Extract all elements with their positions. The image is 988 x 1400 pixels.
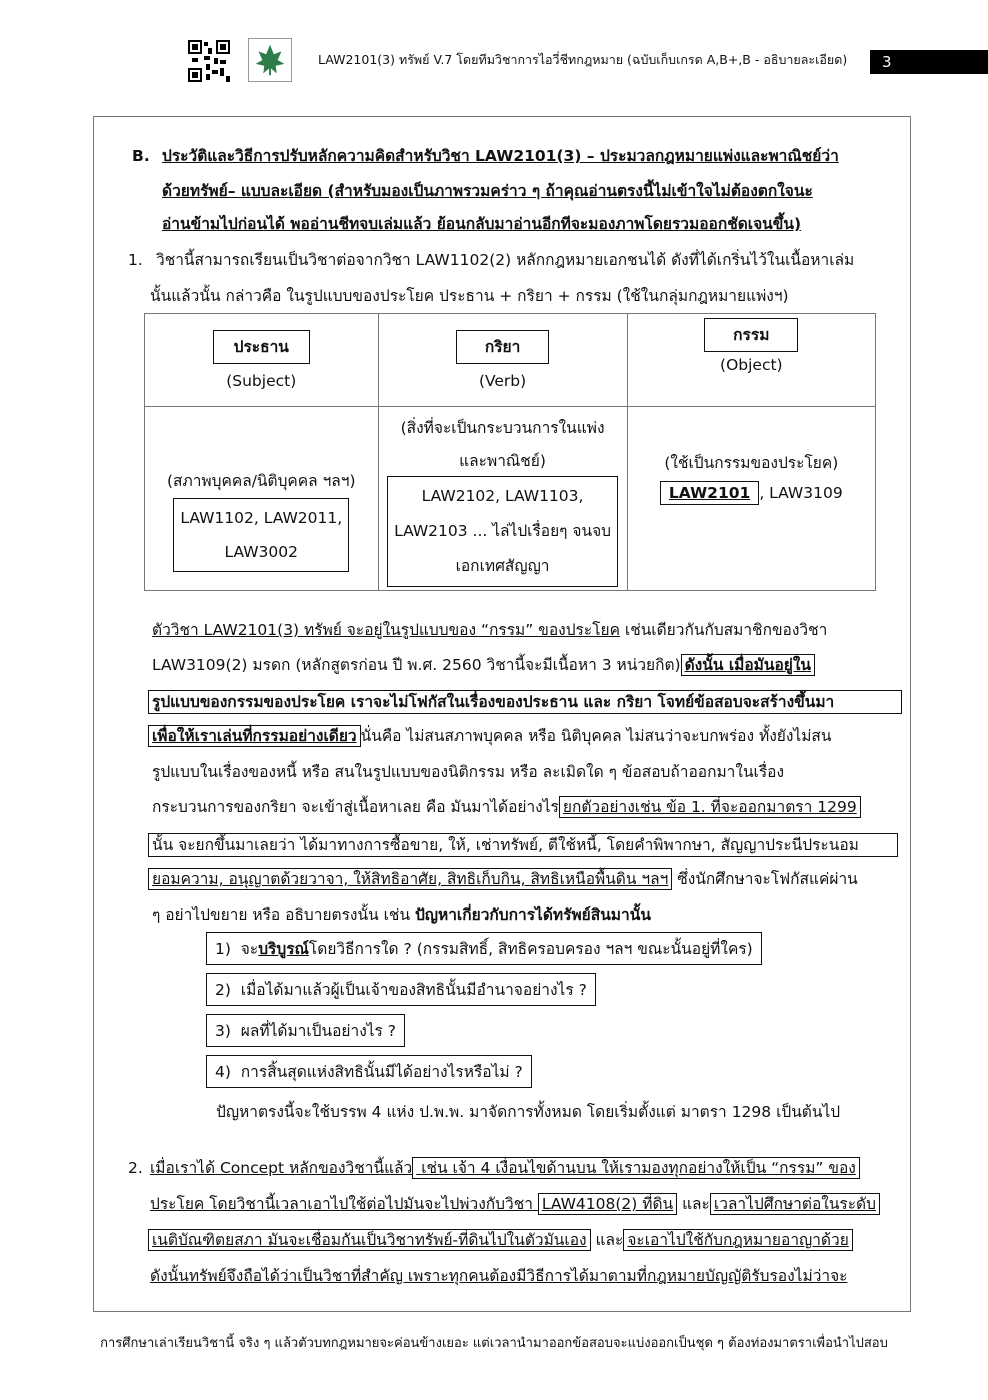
leaf-logo-icon: [248, 38, 292, 82]
verb-desc-1: (สิ่งที่จะเป็นกระบวนการในแพ่ง: [400, 419, 605, 437]
subject-codes-box: [173, 498, 349, 572]
page-header: [0, 34, 988, 94]
object-label: กรรม: [704, 318, 798, 352]
item2-line3: เนติบัณฑิตยสภา มันจะเชื่อมกันเป็นวิชาทรัพย์-ที่ดินไปในตัวมันเอง และ จะเอาไปใช้กับกฎหมายอาญาด้วย: [148, 1230, 853, 1250]
section-heading-line2: ด้วยทรัพย์– แบบละเอียด (สำหรับมองเป็นภาพรวมคร่าว ๆ ถ้าคุณอ่านตรงนี้ไม่เข้าใจไม่ต้องตกใจนะ: [162, 182, 813, 200]
verb-label: กริยา: [456, 330, 550, 364]
subject-label: ประธาน: [213, 330, 310, 364]
item2-line4: ดังนั้นทรัพย์จึงถือได้ว่าเป็นวิชาที่สำคัญ เพราะทุกคนต้องมีวิธีการได้มาตามที่กฎหมายบัญญัติรับรองไม่ว่าจะ: [150, 1267, 848, 1285]
subject-codes-2: LAW3002: [224, 542, 298, 561]
section-heading-line3: อ่านข้ามไปก่อนได้ พออ่านชีทจบเล่มแล้ว ย้อนกลับมาอ่านอีกทีจะมองภาพโดยรวมออกชัดเจนขึ้น): [162, 215, 802, 233]
object-code-rest: , LAW3109: [759, 484, 843, 502]
item1-line2: นั้นแล้วนั้น กล่าวคือ ในรูปแบบของประโยค ประธาน + กริยา + กรรม (ใช้ในกลุ่มกฎหมายแพ่งฯ): [150, 287, 789, 305]
para-line9: ๆ อย่าไปขยาย หรือ อธิบายตรงนั้น เช่น ปัญหาเกี่ยวกับการได้ทรัพย์สินมานั้น: [152, 906, 651, 924]
item2-line2: ประโยค โดยวิชานี้เวลาเอาไปใช้ต่อไปมันจะไปพ่วงกับวิชา LAW4108(2) ที่ดิน และ เวลาไปศึกษาต่อในระดับ: [150, 1194, 880, 1214]
question-list: [206, 932, 762, 1096]
para-line5: รูปแบบในเรื่องของหนี้ หรือ สนในรูปแบบของนิติกรรม หรือ ละเมิดใด ๆ ข้อสอบถ้าออกมาในเรื่อง: [152, 763, 785, 781]
object-en-label: (Object): [720, 356, 783, 374]
verb-header-cell: [378, 314, 627, 407]
para-line4: เพื่อให้เราเล่นที่กรรมอย่างเดียว นั่นคือ ไม่สนสภาพบุคคล หรือ นิติบุคคล ไม่สนว่าจะบกพร่อง ทั้งยังไม่สน: [148, 726, 832, 746]
section-label: B.: [132, 147, 150, 165]
verb-desc-cell: [378, 407, 627, 591]
verb-codes-2: LAW2103 ... ไล่ไปเรื่อยๆ จนจบ: [394, 522, 612, 540]
list-item: 4) การสิ้นสุดแห่งสิทธินั้นมีได้อย่างไรหรือไม่ ?: [206, 1055, 762, 1088]
verb-codes-1: LAW2102, LAW1103,: [421, 487, 584, 505]
verb-desc-2: และพาณิชย์): [459, 452, 546, 470]
object-header-cell: [627, 314, 875, 407]
verb-codes-box: [387, 476, 618, 587]
subject-en-label: (Subject): [226, 372, 297, 390]
item2-line1: เมื่อเราได้ Concept หลักของวิชานี้แล้ว เช่น เจ้า 4 เงื่อนไขด้านบน ให้เรามองทุกอย่างให้เป็น “กรรม” ของ: [150, 1158, 860, 1178]
item1-number: 1.: [128, 251, 143, 269]
item2-number: 2.: [128, 1159, 143, 1177]
object-desc-cell: [627, 407, 875, 591]
para-line8: ยอมความ, อนุญาตด้วยวาจา, ให้สิทธิอาศัย, สิทธิเก็บกิน, สิทธิเหนือพื้นดิน ฯลฯ ซึ่งนักศึกษาจะโฟกัสแค่ผ่าน: [148, 869, 858, 889]
qr-code-icon: [188, 40, 230, 82]
para-line6: กระบวนการของกริยา จะเข้าสู่เนื้อหาเลย คือ มันมาได้อย่างไร ยกตัวอย่างเช่น ข้อ 1. ที่จะออกมาตรา 1299: [152, 797, 861, 817]
object-code-main: LAW2101: [660, 481, 759, 505]
para-line2: LAW3109(2) มรดก (หลักสูตรก่อน ปี พ.ศ. 2560 วิชานี้จะมีเนื้อหา 3 หน่วยกิต) ดังนั้น เมื่อมันอยู่ใน: [152, 655, 815, 675]
page-footer: การศึกษาเล่าเรียนวิชานี้ จริง ๆ แล้วตัวบทกฎหมายจะค่อนข้างเยอะ แต่เวลานำมาออกข้อสอบจะแบ่งออกเป็นชุด ๆ ต้องท่องมาตราเพื่อนำไปสอบ: [100, 1336, 888, 1351]
list-item: 2) เมื่อได้มาแล้วผู้เป็นเจ้าของสิทธินั้นมีอำนาจอย่างไร ?: [206, 973, 762, 1006]
subject-header-cell: [145, 314, 379, 407]
para-line3: รูปแบบของกรรมของประโยค เราจะไม่โฟกัสในเรื่องของประธาน และ กริยา โจทย์ข้อสอบจะสร้างขึ้นมา: [148, 690, 902, 714]
conclusion-text: ปัญหาตรงนี้จะใช้บรรพ 4 แห่ง ป.พ.พ. มาจัดการทั้งหมด โดยเริ่มตั้งแต่ มาตรา 1298 เป็นต้นไป: [216, 1103, 841, 1121]
list-item: 1) จะบริบูรณ์โดยวิธีการใด ? (กรรมสิทธิ์, สิทธิครอบครอง ฯลฯ ขณะนั้นอยู่ที่ใคร): [206, 932, 762, 965]
para-line1: ตัววิชา LAW2101(3) ทรัพย์ จะอยู่ในรูปแบบของ “กรรม” ของประโยค เช่นเดียวกันกับสมาชิกของวิชา: [152, 621, 828, 639]
verb-en-label: (Verb): [478, 372, 527, 390]
subject-desc-cell: [145, 407, 379, 591]
sentence-structure-table: [144, 313, 876, 591]
object-desc: (ใช้เป็นกรรมของประโยค): [664, 454, 839, 472]
page-number: 3: [870, 50, 988, 74]
section-heading-line1: ประวัติและวิธีการปรับหลักความคิดสำหรับวิชา LAW2101(3) – ประมวลกฎหมายแพ่งและพาณิชย์ว่า: [162, 147, 839, 165]
list-item: 3) ผลที่ได้มาเป็นอย่างไร ?: [206, 1014, 762, 1047]
header-title: LAW2101(3) ทรัพย์ V.7 โดยทีมวิชาการไอวี่ชีทกฎหมาย (ฉบับเก็บเกรด A,B+,B - อธิบายละเอียด): [318, 52, 848, 67]
verb-codes-3: เอกเทศสัญญา: [455, 557, 550, 575]
subject-desc: (สภาพบุคคล/นิติบุคคล ฯลฯ): [166, 471, 356, 490]
subject-codes-1: LAW1102, LAW2011,: [180, 508, 343, 527]
item1-line1: วิชานี้สามารถเรียนเป็นวิชาต่อจากวิชา LAW1102(2) หลักกฎหมายเอกชนได้ ดังที่ได้เกริ่นไว้ในเนื้อหาเล่ม: [156, 251, 855, 269]
para-line7: นั้น จะยกขึ้นมาเลยว่า ได้มาทางการซื้อขาย, ให้, เช่าทรัพย์, ตีใช้หนี้, โดยคำพิพากษา, สัญญาประนีประนอม: [148, 833, 898, 857]
